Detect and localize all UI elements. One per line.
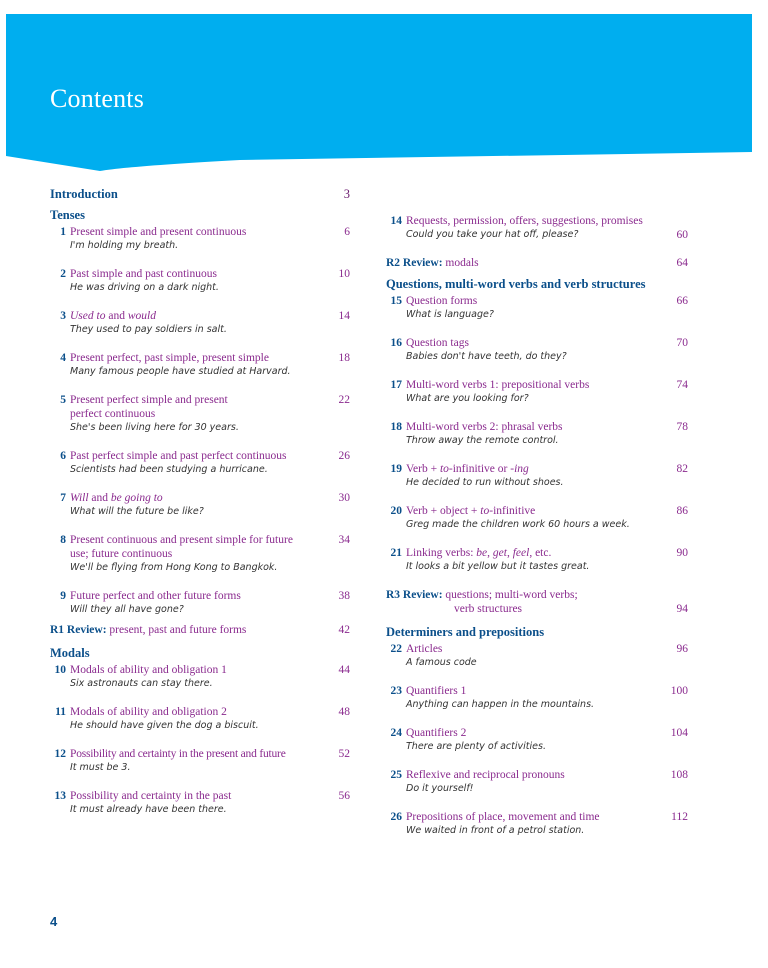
page-ref: 70 [676, 337, 688, 349]
page-ref: 44 [338, 664, 350, 676]
unit-example: Scientists had been studying a hurricane. [70, 464, 268, 475]
unit-example: I'm holding my breath. [70, 240, 179, 251]
unit-title [70, 491, 350, 505]
toc-entry-13[interactable] [50, 789, 350, 817]
page-ref: 104 [670, 727, 688, 739]
unit-number: 7 [60, 492, 66, 504]
unit-title [406, 546, 688, 560]
toc-entry-8[interactable] [50, 533, 350, 575]
page-ref: 38 [338, 590, 350, 602]
title-text: Verb + [406, 463, 440, 475]
unit-example: We'll be flying from Hong Kong to Bangkok. [70, 562, 278, 573]
page-ref: 10 [338, 268, 350, 280]
unit-title: Quantifiers 1 [406, 685, 467, 697]
unit-example: Throw away the remote control. [406, 435, 559, 446]
unit-title: Past simple and past continuous [70, 268, 217, 280]
unit-title: Prepositions of place, movement and time [406, 811, 600, 823]
unit-title: Question forms [406, 295, 478, 307]
title-text: , [506, 547, 513, 559]
unit-title: Present perfect simple and present perfect continuous [70, 394, 228, 420]
unit-number: 13 [54, 790, 66, 802]
unit-example: Will they all have gone? [70, 604, 184, 615]
title-italic: to [480, 505, 490, 517]
unit-number: 11 [55, 706, 66, 718]
unit-title: Articles [406, 643, 443, 655]
unit-example: He decided to run without shoes. [406, 477, 564, 488]
toc-entry-10[interactable] [50, 663, 350, 691]
review-label: R3 Review: [386, 589, 443, 601]
toc-entry-5[interactable] [50, 393, 350, 435]
title-italic: feel [512, 547, 530, 559]
unit-example: What is language? [406, 309, 494, 320]
unit-title: Present perfect, past simple, present simple [70, 352, 269, 364]
section-heading-questions: Questions, multi-word verbs and verb structures [386, 277, 646, 291]
review-title: modals [445, 257, 479, 269]
section-heading-determiners: Determiners and prepositions [386, 625, 545, 639]
unit-title: Possibility and certainty in the present and future [70, 748, 286, 760]
unit-example: What are you looking for? [406, 393, 529, 404]
page-ref: 56 [338, 790, 350, 802]
unit-number: 2 [60, 268, 66, 280]
unit-title: Question tags [406, 337, 469, 349]
toc-entry-17[interactable] [386, 378, 688, 406]
unit-title: Multi-word verbs 1: prepositional verbs [406, 379, 590, 391]
unit-title [406, 462, 688, 476]
unit-number: 12 [54, 748, 66, 760]
unit-title: Present simple and present continuous [70, 226, 247, 238]
unit-number: 19 [390, 463, 402, 475]
unit-example: Many famous people have studied at Harvard. [70, 366, 291, 377]
page-ref: 94 [676, 603, 688, 615]
toc-entry-9[interactable] [50, 589, 350, 617]
page-ref: 18 [338, 352, 350, 364]
page-ref: 86 [676, 505, 688, 517]
unit-title: Reflexive and reciprocal pronouns [406, 769, 565, 781]
page-ref: 30 [338, 492, 350, 504]
unit-example: There are plenty of activities. [406, 741, 546, 752]
contents-left-column [50, 186, 350, 817]
page-number: 4 [50, 914, 58, 929]
review-label: R1 Review: [50, 624, 107, 636]
unit-title: Modals of ability and obligation 2 [70, 706, 227, 718]
toc-introduction[interactable] [50, 186, 350, 202]
title-text: , etc. [529, 547, 552, 559]
unit-example: Anything can happen in the mountains. [406, 699, 595, 710]
title-text: -infinitive [489, 505, 536, 517]
unit-example: Do it yourself! [406, 783, 474, 794]
page-ref: 42 [338, 624, 350, 636]
page-ref: 90 [676, 547, 688, 559]
unit-number: 14 [390, 215, 402, 227]
toc-entry-23[interactable] [386, 684, 688, 712]
unit-number: 9 [60, 590, 66, 602]
unit-number: 8 [60, 534, 66, 546]
toc-entry-3[interactable] [50, 309, 350, 337]
unit-number: 17 [390, 379, 402, 391]
unit-title [406, 504, 688, 518]
page-ref: 14 [338, 310, 350, 322]
unit-number: 26 [390, 811, 402, 823]
review-r2[interactable] [386, 256, 688, 270]
title-italic: Used to [70, 310, 106, 322]
title-italic: get [492, 547, 507, 559]
toc-entry-1[interactable] [50, 225, 350, 253]
unit-number: 4 [60, 352, 66, 364]
unit-example: What will the future be like? [70, 506, 204, 517]
page-ref: 6 [344, 226, 350, 238]
page-ref: 26 [338, 450, 350, 462]
review-label: R2 Review: [386, 257, 443, 269]
unit-title: Quantifiers 2 [406, 727, 467, 739]
review-r3[interactable] [386, 588, 688, 616]
toc-entry-2[interactable] [50, 267, 350, 295]
unit-number: 10 [54, 664, 66, 676]
unit-number: 20 [390, 505, 402, 517]
unit-title: Past perfect simple and past perfect continuous [70, 450, 287, 462]
toc-entry-11[interactable] [50, 705, 350, 733]
unit-example: We waited in front of a petrol station. [406, 825, 585, 836]
unit-number: 25 [390, 769, 402, 781]
section-heading-tenses: Tenses [50, 208, 85, 222]
toc-entry-18[interactable] [386, 420, 688, 448]
title-text: -infinitive or - [448, 463, 515, 475]
page-ref: 78 [676, 421, 688, 433]
unit-number: 21 [390, 547, 402, 559]
review-title-continued: verb structures [454, 603, 523, 615]
unit-example: A famous code [406, 657, 477, 668]
introduction-label: Introduction [50, 187, 118, 201]
page-ref: 74 [676, 379, 688, 391]
review-r1[interactable] [50, 623, 350, 637]
toc-entry-14[interactable] [386, 214, 688, 242]
page-ref: 112 [671, 811, 688, 823]
toc-entry-16[interactable] [386, 336, 688, 364]
page-ref: 66 [676, 295, 688, 307]
unit-example: They used to pay soldiers in salt. [70, 324, 227, 335]
unit-example: It looks a bit yellow but it tastes great. [406, 561, 590, 572]
toc-entry-25[interactable] [386, 768, 688, 796]
toc-entry-20[interactable] [386, 504, 688, 532]
title-italic: would [127, 310, 156, 322]
page-ref: 34 [338, 534, 350, 546]
page-ref: 48 [338, 706, 350, 718]
unit-number: 15 [390, 295, 402, 307]
contents-right-column [386, 214, 688, 838]
section-heading-modals: Modals [50, 646, 90, 660]
page-ref: 22 [338, 394, 350, 406]
title-text: and [88, 492, 111, 504]
page-ref: 96 [676, 643, 688, 655]
toc-entry-4[interactable] [50, 351, 350, 379]
review-title: present, past and future forms [109, 624, 247, 636]
toc-entry-19[interactable] [386, 462, 688, 490]
unit-example: He should have given the dog a biscuit. [70, 720, 259, 731]
title-italic: be going to [110, 492, 163, 504]
unit-example: Could you take your hat off, please? [406, 229, 579, 240]
unit-title: Requests, permission, offers, suggestions, promises [406, 215, 643, 227]
toc-entry-6[interactable] [50, 449, 350, 477]
title-italic: to [439, 463, 449, 475]
unit-number: 22 [390, 643, 402, 655]
page-ref: 108 [670, 769, 688, 781]
unit-number: 3 [60, 310, 66, 322]
page-title: Contents [50, 84, 145, 113]
unit-example: Six astronauts can stay there. [70, 678, 213, 689]
page-ref: 64 [676, 257, 688, 269]
page-ref: 52 [338, 748, 350, 760]
unit-example: It must already have been there. [70, 804, 227, 815]
unit-example: Greg made the children work 60 hours a week. [406, 519, 630, 530]
toc-entry-22[interactable] [386, 642, 688, 670]
toc-entry-24[interactable] [386, 726, 688, 754]
unit-example: Babies don't have teeth, do they? [406, 351, 567, 362]
unit-title: Present continuous and present simple for future use; future continuous [70, 534, 293, 560]
unit-title: Possibility and certainty in the past [70, 790, 232, 802]
unit-number: 18 [390, 421, 402, 433]
unit-number: 6 [60, 450, 66, 462]
unit-title: Multi-word verbs 2: phrasal verbs [406, 421, 563, 433]
title-text: Verb + object + [406, 505, 481, 517]
unit-number: 5 [60, 394, 66, 406]
unit-title [70, 309, 350, 323]
title-text: and [105, 310, 128, 322]
unit-number: 23 [390, 685, 402, 697]
toc-entry-15[interactable] [386, 294, 688, 322]
toc-entry-21[interactable] [386, 546, 688, 574]
review-title: questions; multi-word verbs; [445, 589, 578, 601]
title-italic: be [476, 547, 488, 559]
title-italic: ing [514, 463, 529, 475]
page-ref: 82 [676, 463, 688, 475]
unit-title: Future perfect and other future forms [70, 590, 241, 602]
unit-number: 16 [390, 337, 402, 349]
unit-number: 24 [390, 727, 402, 739]
title-text: , [487, 547, 493, 559]
toc-entry-7[interactable] [50, 491, 350, 519]
unit-title: Modals of ability and obligation 1 [70, 664, 227, 676]
title-italic: Will [70, 492, 89, 504]
unit-example: It must be 3. [70, 762, 131, 773]
unit-example: She's been living here for 30 years. [70, 422, 239, 433]
page-ref: 100 [670, 685, 688, 697]
unit-number: 1 [60, 226, 66, 238]
unit-example: He was driving on a dark night. [70, 282, 219, 293]
toc-entry-26[interactable] [386, 810, 688, 838]
page-ref: 3 [343, 187, 350, 201]
title-text: Linking verbs: [406, 547, 477, 559]
page-ref: 60 [676, 229, 688, 241]
toc-entry-12[interactable] [50, 747, 350, 775]
